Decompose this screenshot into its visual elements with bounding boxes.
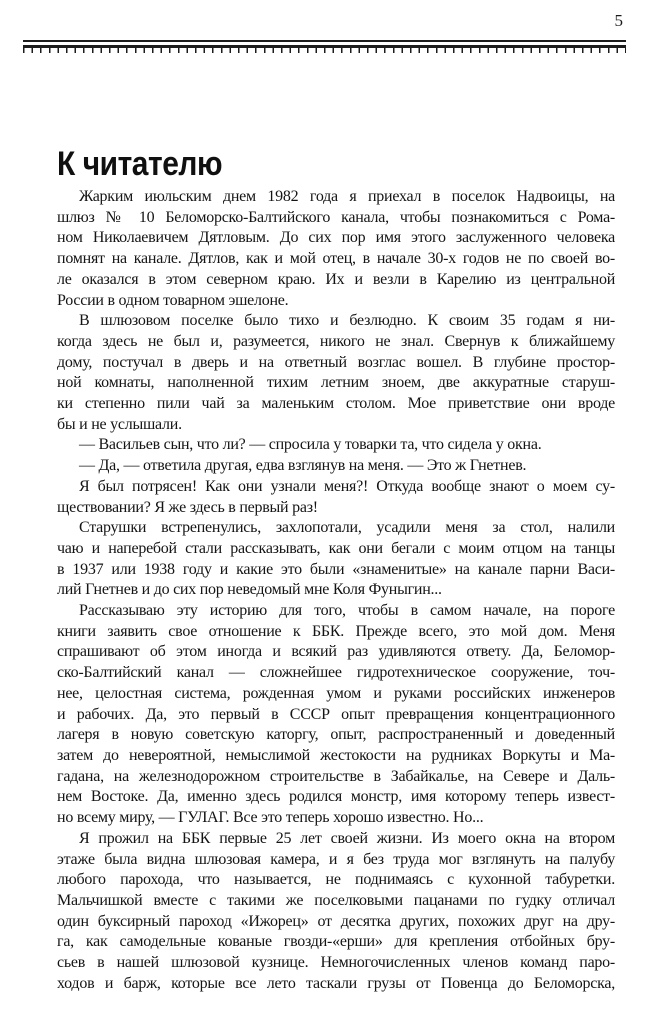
text-line: ном Николаевичем Дятловым. До сих пор имя этого заслуженного человека: [57, 229, 615, 247]
text-line: чаю и наперебой стали рассказывать, как они бегали с моим отцом на танцы: [57, 539, 615, 557]
text-line: гадана, на железнодорожном строительстве в Забайкалье, на Севере и Даль-: [57, 767, 615, 785]
text-line: — Да, — ответила другая, едва взглянув на меня. — Это ж Гнетнев.: [79, 457, 527, 475]
text-line: В шлюзовом поселке было тихо и безлюдно. К своим 35 годам я ни-: [79, 312, 615, 330]
text-line: любого парохода, что называется, не поднимаясь с кухонной табуретки.: [57, 871, 615, 889]
text-line: Рассказываю эту историю для того, чтобы в самом начале, на пороге: [79, 602, 615, 620]
text-line: — Васильев сын, что ли? — спросила у товарки та, что сидела у окна.: [79, 436, 542, 454]
text-line: один буксирный пароход «Ижорец» от десятка других, похожих друг на дру-: [57, 912, 615, 930]
text-line: в 1937 или 1938 году и какие это были «знаменитые» на канале парни Васи-: [57, 560, 615, 578]
text-line: ле оказался в этом северном краю. Их и везли в Карелию из центральной: [57, 270, 615, 288]
text-line: этаже была видна шлюзовая камера, и я без труда мог взглянуть на палубу: [57, 850, 615, 868]
text-line: сьев в нашей шлюзовой кузнице. Немногочисленных членов команд паро-: [57, 954, 615, 972]
page-number: 5: [614, 11, 623, 30]
text-line: шлюз № 10 Беломорско-Балтийского канала, чтобы познакомиться с Рома-: [57, 208, 615, 226]
text-line: Я был потрясен! Как они узнали меня?! Откуда вообще знают о моем су-: [79, 477, 615, 495]
paragraph: [57, 601, 615, 829]
text-line: дому, постучал в дверь и на ответный возглас вошел. В глубине простор-: [57, 353, 615, 371]
text-line: ско-Балтийский канал — сложнейшее гидротехническое сооружение, точ-: [57, 664, 615, 682]
text-line: затем до невероятной, немыслимой жестокости на рудниках Воркуты и Ма-: [57, 746, 615, 764]
text-line: нем Востоке. Да, именно здесь родился монстр, имя которому теперь извест-: [57, 788, 615, 806]
paragraph: [57, 456, 615, 477]
text-line: книги заявить свое отношение к ББК. Прежде всего, это мой дом. Меня: [57, 622, 615, 640]
text-line: России в одном товарном эшелоне.: [57, 291, 289, 309]
ornament-comb-line: [23, 45, 626, 53]
text-line: ходов и барж, которые все лето таскали грузы от Повенца до Беломорска,: [57, 974, 615, 992]
text-line: и рабочих. Да, это первый в СССР опыт превращения концентрационного: [57, 705, 615, 723]
header-ornament-rule: [23, 40, 626, 53]
text-line: Я прожил на ББК первые 25 лет своей жизни. Из моего окна на втором: [79, 829, 615, 847]
text-line: Жарким июльским днем 1982 года я приехал в поселок Надвоицы, на: [79, 188, 615, 205]
chapter-heading: К читателю: [57, 144, 223, 183]
text-line: спрашивают об этом иногда и всякий раз удивляются ответу. Да, Беломор-: [57, 643, 615, 661]
paragraph: [57, 477, 615, 518]
text-line: га, как самодельные кованые гвозди-«ерши» для крепления отбойных бру-: [57, 933, 615, 951]
paragraph: [57, 435, 615, 456]
paragraph: [57, 311, 615, 435]
text-line: ществовании? Я же здесь в первый раз!: [57, 498, 318, 516]
text-line: лий Гнетнев и до сих пор неведомый мне Коля Фуныгин...: [57, 581, 442, 599]
text-line: ки степенно пили чай за маленьким столом. Мое приветствие они вроде: [57, 395, 615, 413]
paragraph: [57, 518, 615, 601]
text-line: ной комнаты, наполненной тихим летним зноем, две аккуратные старуш-: [57, 374, 615, 392]
text-line: когда здесь не был и, разумеется, никого не знал. Свернув к ближайшему: [57, 332, 615, 350]
paragraph: [57, 187, 615, 311]
paragraph: [57, 829, 615, 995]
text-line: Старушки встрепенулись, захлопотали, усадили меня за стол, налили: [79, 519, 615, 537]
text-block: [57, 187, 615, 994]
ornament-top-line: [23, 40, 626, 42]
text-line: нее, целостная система, рожденная умом и руками российских инженеров: [57, 684, 615, 702]
text-line: лагеря в новую советскую каторгу, опыт, распространенный и доведенный: [57, 726, 615, 744]
text-line: помнят на канале. Дятлов, как и мой отец, в начале 30-х годов не по своей во-: [57, 250, 615, 268]
text-line: но всему миру, — ГУЛАГ. Все это теперь хорошо известно. Но...: [57, 809, 484, 827]
text-line: Мальчишкой вместе с такими же поселковыми пацанами по гудку отличал: [57, 891, 615, 909]
text-line: бы и не услышали.: [57, 415, 182, 433]
